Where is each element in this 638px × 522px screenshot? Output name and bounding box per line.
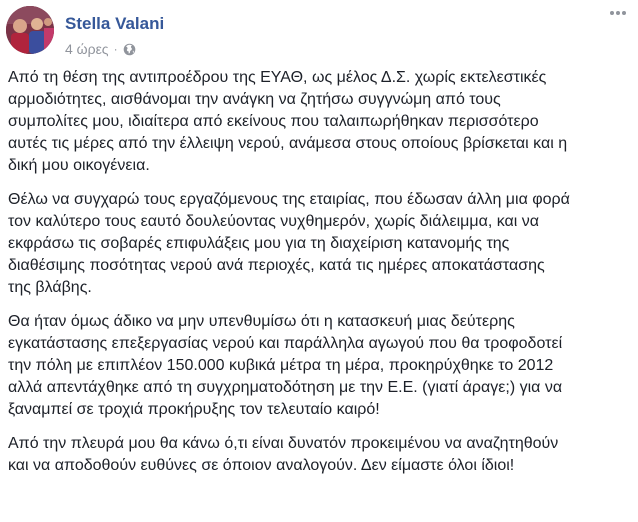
post-paragraph: Θέλω να συγχαρώ τους εργαζόμενους της εταιρίας, που έδωσαν άλλη μια φορά τον καλύτερο τους εαυτό δουλεύοντας νυχθημερόν, χωρίς διάλειμμα, και να εκφράσω τις σοβαρές επιφυλάξεις μου για τη διαχείριση κατανομής της διαθέσιμης ποσότητας νερού ανά περιοχές, κατά τις ημέρες αποκατάστασης της βλάβης. xyxy=(8,191,570,296)
author-name[interactable]: Stella Valani xyxy=(65,14,165,33)
avatar-photo xyxy=(6,6,54,54)
post-paragraph: Από την πλευρά μου θα κάνω ό,τι είναι δυνατόν προκειμένου να αναζητηθούν και να αποδοθούν ευθύνες σε όποιον αναλογούν. Δεν είμαστε όλοι ίδιοι! xyxy=(8,435,559,474)
post-header xyxy=(6,6,632,58)
post-paragraph: Θα ήταν όμως άδικο να μην υπενθυμίσω ότι η κατασκευή μιας δεύτερης εγκατάστασης επεξεργασίας νερού και παράλληλα αγωγού που θα τροφοδοτεί την πόλη με επιπλέον 150.000 κυβικά μέτρα τη μέρα, προκηρύχθηκε το 2012 αλλά απεντάχθηκε από τη συγχρηματοδότηση με την Ε.Ε. (γιατί άραγε;) για να ξαναμπεί σε τροχιά προκήρυξης τον τελευταίο καιρό! xyxy=(8,313,563,418)
ellipsis-icon[interactable] xyxy=(608,6,628,20)
post-body xyxy=(8,67,634,489)
post-timestamp[interactable]: 4 ώρες xyxy=(65,41,109,57)
avatar[interactable] xyxy=(6,6,54,54)
globe-icon[interactable] xyxy=(123,43,136,56)
post-meta xyxy=(65,41,136,57)
post-paragraph: Από τη θέση της αντιπροέδρου της ΕΥΑΘ, ως μέλος Δ.Σ. χωρίς εκτελεστικές αρμοδιότητες, αισθάνομαι την ανάγκη να ζητήσω συγγνώμη από τους συμπολίτες μου, ιδιαίτερα από εκείνους που ταλαιπωρήθηκαν περισσότερο αυτές τις μέρες από την έλλειψη νερού, ανάμεσα στους οποίους βρίσκεται και η δική μου οικογένεια. xyxy=(8,69,568,174)
meta-separator: · xyxy=(113,42,118,56)
